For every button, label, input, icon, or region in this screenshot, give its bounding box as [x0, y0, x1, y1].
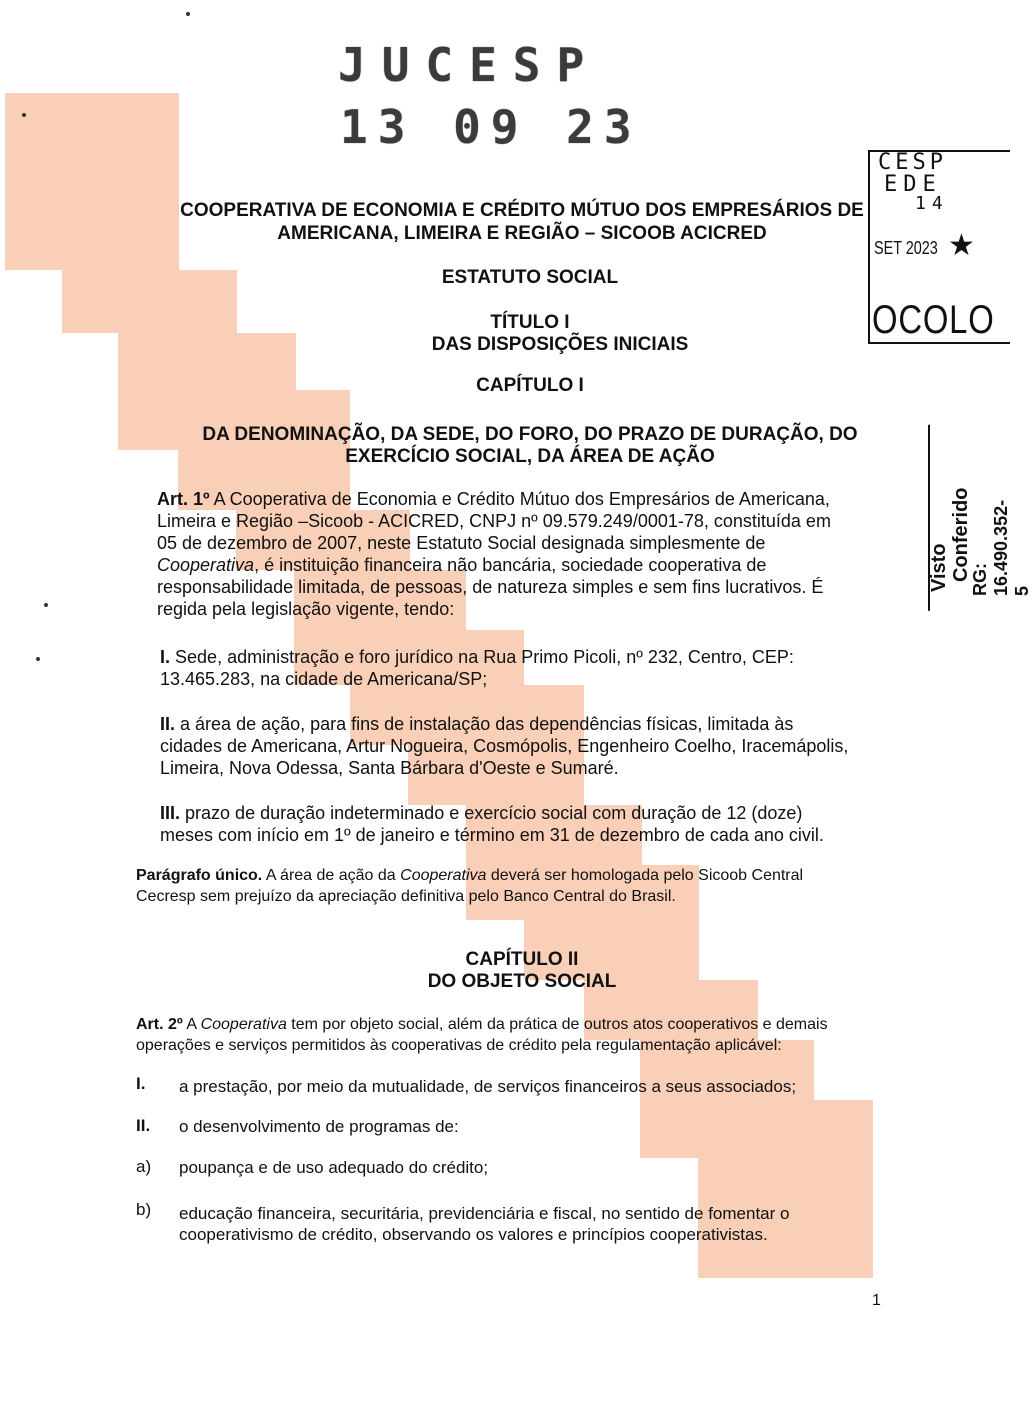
protocol-stamp-date: SET 2023	[874, 238, 938, 258]
scan-speck	[44, 603, 48, 607]
art2-item-text: a prestação, por meio da mutualidade, de serviços financeiros a seus associados;	[179, 1077, 797, 1096]
verification-conferido: Conferido	[950, 487, 972, 582]
protocol-stamp-label: OCOLO	[872, 298, 995, 342]
jucesp-stamp-name: JUCESP	[338, 38, 601, 92]
art1-line6: regida pela legislação vigente, tendo:	[157, 599, 455, 619]
art1-line3: 05 de dezembro de 2007, neste Estatuto Social designada simplesmente de	[157, 533, 766, 553]
highlight-band	[62, 270, 237, 333]
chapter-1-subtitle-line1: DA DENOMINAÇÃO, DA SEDE, DO FORO, DO PRAZO DE DURAÇÃO, DO	[202, 424, 858, 445]
art2-italic: Cooperativa	[200, 1016, 287, 1033]
art1-item-3-label: III.	[160, 803, 181, 823]
art2-item-label: b)	[136, 1200, 152, 1219]
chapter-1-subtitle-line2: EXERCÍCIO SOCIAL, DA ÁREA DE AÇÃO	[345, 446, 715, 467]
scan-speck	[22, 113, 26, 117]
art1-item-1-label: I.	[160, 647, 171, 667]
scan-speck	[186, 12, 190, 16]
art2-item-text: poupança e de uso adequado do crédito;	[179, 1158, 489, 1177]
art2-item-label: a)	[136, 1157, 152, 1176]
art2-item-label: II.	[136, 1116, 151, 1135]
sole-paragraph-text-b: deverá ser homologada pelo Sicoob Central	[490, 867, 804, 884]
org-name-line1: COOPERATIVA DE ECONOMIA E CRÉDITO MÚTUO DOS EMPRESÁRIOS DE	[180, 200, 864, 221]
sole-paragraph-italic: Cooperativa	[400, 867, 487, 884]
art1-line5: responsabilidade limitada, de pessoas, de natureza simples e sem fins lucrativos. É	[157, 577, 824, 597]
art1-item-2-label: II.	[160, 714, 176, 734]
art1-item-3	[160, 802, 895, 846]
art1-line4-rest: , é instituição financeira não bancária, sociedade cooperativa de	[254, 555, 767, 575]
protocol-stamp-line1: CESP	[878, 150, 947, 175]
art2-line2: operações e serviços permitidos às cooperativas de crédito pela regulamentação aplicável:	[136, 1037, 782, 1054]
art1-item-1-line2: 13.465.283, na cidade de Americana/SP;	[160, 669, 488, 689]
art1-line1: A Cooperativa de Economia e Crédito Mútuo dos Empresários de Americana,	[213, 489, 830, 509]
art2-item-text: educação financeira, securitária, previdenciária e fiscal, no sentido de fomentar o	[179, 1204, 790, 1223]
art1-item-1	[160, 646, 895, 690]
art2-text-a: A	[186, 1016, 197, 1033]
highlight-band	[640, 1100, 873, 1158]
art1-paragraph	[157, 488, 897, 620]
protocol-stamp-line3: 14	[915, 193, 949, 214]
chapter-2-subtitle: DO OBJETO SOCIAL	[427, 971, 617, 992]
art2-text-b: tem por objeto social, além da prática de outros atos cooperativos e demais	[291, 1016, 828, 1033]
org-name-line2: AMERICANA, LIMEIRA E REGIÃO – SICOOB ACICRED	[277, 223, 767, 244]
page-number: 1	[872, 1292, 881, 1309]
art2-paragraph	[136, 1014, 906, 1056]
sole-paragraph-text-a: A área de ação da	[265, 867, 396, 884]
art2-item-b-line2: cooperativismo de crédito, observando os valores e princípios cooperativistas.	[179, 1225, 768, 1244]
art1-item-1-line1: Sede, administração e foro jurídico na Rua Primo Picoli, nº 232, Centro, CEP:	[175, 647, 794, 667]
highlight-band	[5, 93, 179, 270]
chapter-2: CAPÍTULO II	[465, 949, 579, 970]
art1-item-2-line3: Limeira, Nova Odessa, Santa Bárbara d'Oeste e Sumaré.	[160, 758, 619, 778]
verification-rg: RG: 16.490.352-5	[970, 499, 1032, 596]
title-1: TÍTULO I	[490, 312, 570, 333]
scan-speck	[36, 657, 40, 661]
art1-item-3-line1: prazo de duração indeterminado e exercício social com duração de 12 (doze)	[185, 803, 803, 823]
highlight-band	[118, 333, 296, 390]
document-title: ESTATUTO SOCIAL	[441, 267, 619, 288]
art2-label: Art. 2º	[136, 1016, 183, 1033]
art1-item-2-line2: cidades de Americana, Artur Nogueira, Cosmópolis, Engenheiro Coelho, Iracemápolis,	[160, 736, 849, 756]
verification-visto: Visto	[928, 543, 950, 592]
title-1-subtitle: DAS DISPOSIÇÕES INICIAIS	[431, 334, 689, 355]
art1-item-3-line2: meses com início em 1º de janeiro e término em 31 de dezembro de cada ano civil.	[160, 825, 824, 845]
art1-label: Art. 1º	[157, 489, 210, 509]
art1-line2: Limeira e Região –Sicoob - ACICRED, CNPJ nº 09.579.249/0001-78, constituída em	[157, 511, 831, 531]
art2-item-text: o desenvolvimento de programas de:	[179, 1117, 459, 1136]
art2-item-label: I.	[136, 1074, 146, 1093]
chapter-1: CAPÍTULO I	[476, 375, 584, 396]
art1-sole-paragraph	[136, 865, 906, 907]
sole-paragraph-label: Parágrafo único.	[136, 867, 263, 884]
star-icon: ★	[948, 229, 975, 262]
sole-paragraph-line2: Cecresp sem prejuízo da apreciação definitiva pelo Banco Central do Brasil.	[136, 888, 676, 905]
art1-line4-italic: Cooperativa	[157, 555, 255, 575]
protocol-stamp-line2: EDE	[884, 172, 942, 197]
art1-item-2-line1: a área de ação, para fins de instalação das dependências físicas, limitada às	[180, 714, 794, 734]
art1-item-2	[160, 713, 895, 779]
jucesp-stamp-date: 13 09 23	[340, 100, 642, 154]
